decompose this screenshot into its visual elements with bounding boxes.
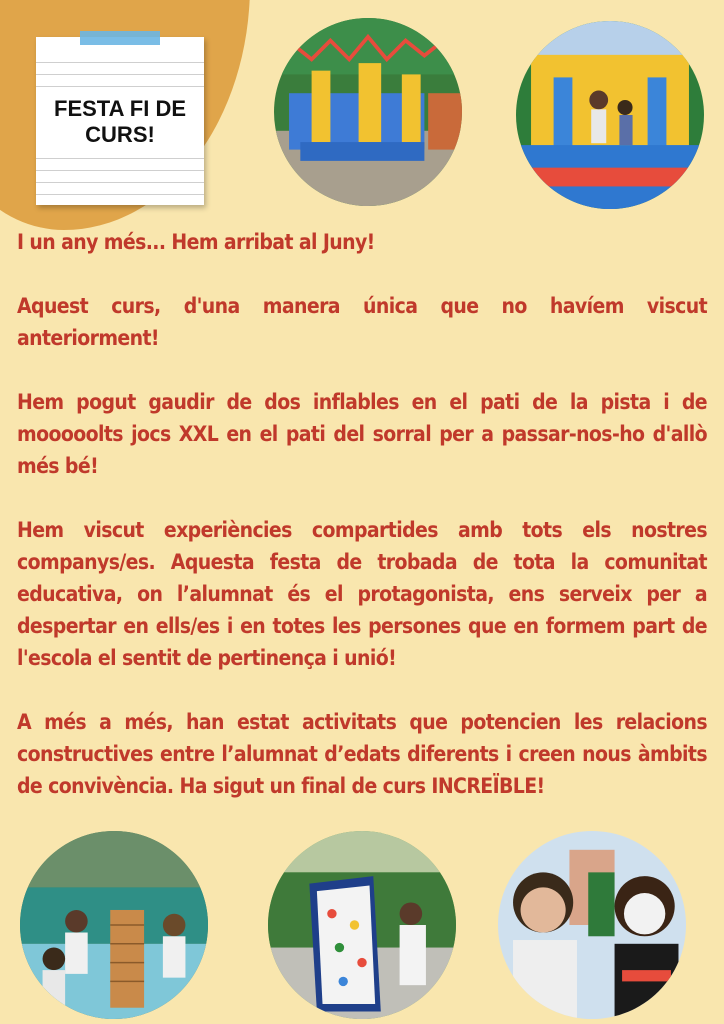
paragraph-inflatables: Hem pogut gaudir de dos inflables en el pati de la pista i de mooooolts jocs XXL en el pati del sorral per a passar-nos-ho d'allò més bé! [17, 390, 707, 478]
paragraph-unique-course: Aquest curs, d'una manera única que no havíem viscut anteriorment! [17, 294, 707, 350]
giant-board-game-image [268, 831, 456, 1019]
photo-kids-on-inflatable [516, 21, 704, 209]
bouncy-castle-image [274, 18, 462, 206]
note-title: FESTA FI DE CURS! [36, 94, 204, 150]
tape-strip [80, 31, 160, 45]
face-paint-image [498, 831, 686, 1019]
photo-bouncy-castle-playground [274, 18, 462, 206]
giant-jenga-image [20, 831, 208, 1019]
paragraph-conclusion: A més a més, han estat activitats que potencien les relacions constructives entre l’alumnat d’edats diferents i creen nous àmbits de convivència. Ha sigut un final de curs INCREÏBLE! [17, 710, 707, 798]
photo-giant-jenga [20, 831, 208, 1019]
kids-inflatable-image [516, 21, 704, 209]
photo-giant-board-game [268, 831, 456, 1019]
photo-face-painted-kids [498, 831, 686, 1019]
article-body [17, 226, 707, 802]
paragraph-intro: I un any més... Hem arribat al Juny! [17, 230, 375, 254]
paragraph-shared-experiences: Hem viscut experiències compartides amb tots els nostres companys/es. Aquesta festa de trobada de tota la comunitat educativa, on l’alumnat és el protagonista, ens serveix per a despertar en ells/es i en totes les persones que en formem part de l'escola el sentit de pertinença i unió! [17, 518, 707, 670]
